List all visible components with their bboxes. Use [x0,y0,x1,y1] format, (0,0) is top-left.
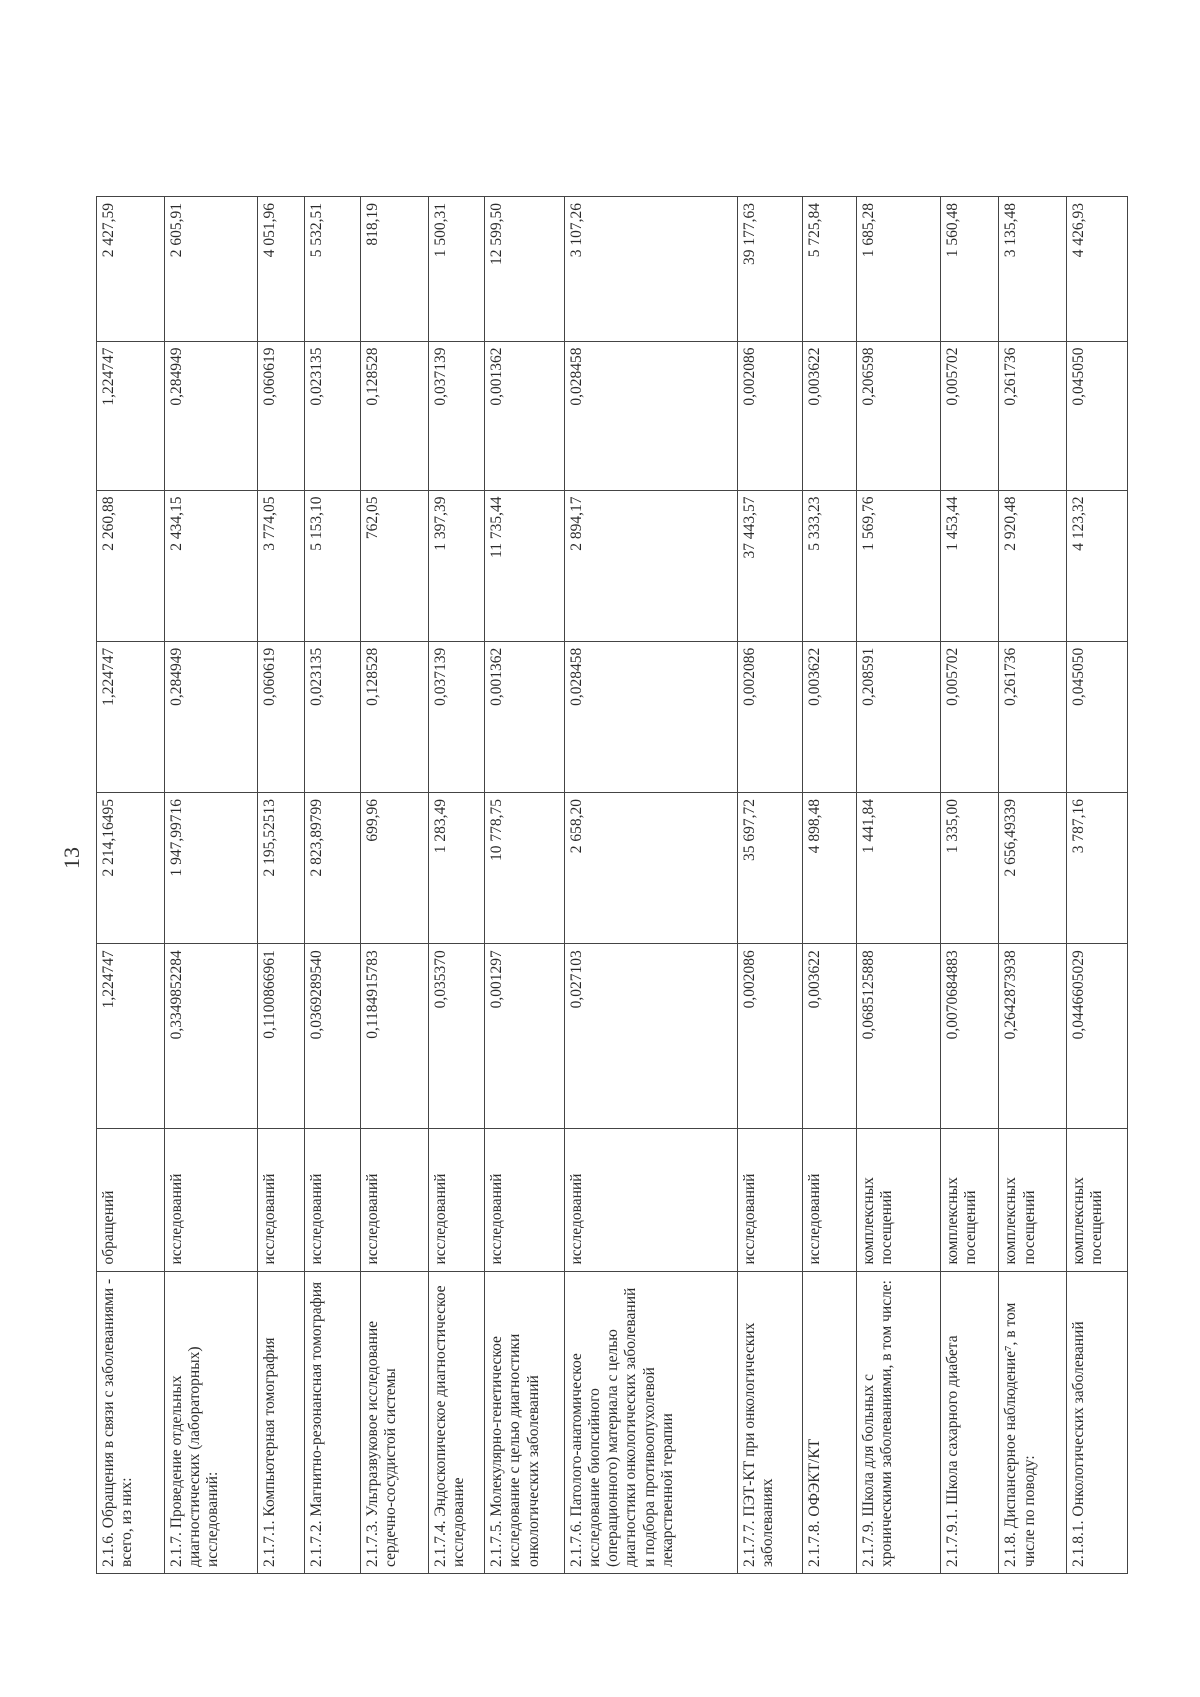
row-unit: комплексных посещений [1067,1129,1128,1271]
row-value-6: 3 107,26 [564,197,737,342]
row-value-1: 0,027103 [564,944,737,1129]
row-value-3: 1,224747 [97,641,165,792]
row-value-3: 0,045050 [1067,641,1128,792]
table-row [97,197,165,1574]
row-value-6: 1 500,31 [428,197,484,342]
row-value-1: 0,0070684883 [940,944,998,1129]
row-unit: исследований [802,1129,856,1271]
row-value-5: 0,045050 [1067,341,1128,490]
row-value-5: 0,028458 [564,341,737,490]
row-value-6: 818,19 [361,197,429,342]
row-value-3: 0,002086 [737,641,802,792]
row-unit: исследований [428,1129,484,1271]
row-value-5: 0,003622 [802,341,856,490]
row-value-1: 0,3349852284 [164,944,258,1129]
row-value-6: 4 426,93 [1067,197,1128,342]
row-unit: исследований [564,1129,737,1271]
row-name: 2.1.7.9. Школа для больных с хроническими заболеваниями, в том числе: [856,1271,940,1573]
row-value-2: 1 947,99716 [164,792,258,943]
row-value-1: 0,2642873938 [999,944,1067,1129]
row-value-6: 1 560,48 [940,197,998,342]
row-value-4: 2 260,88 [97,490,165,641]
table-row [802,197,856,1574]
row-unit: исследований [164,1129,258,1271]
row-value-4: 1 569,76 [856,490,940,641]
row-value-2: 10 778,75 [485,792,564,943]
row-unit: исследований [737,1129,802,1271]
row-value-3: 0,001362 [485,641,564,792]
row-value-6: 4 051,96 [258,197,305,342]
row-value-5: 1,224747 [97,341,165,490]
row-value-5: 0,284949 [164,341,258,490]
table-row [1067,197,1128,1574]
row-value-1: 0,0446605029 [1067,944,1128,1129]
row-value-6: 2 605,91 [164,197,258,342]
row-value-4: 2 894,17 [564,490,737,641]
row-value-2: 1 335,00 [940,792,998,943]
row-name: 2.1.7.5. Молекулярно-генетическое исследование с целью диагностики онкологических заболеваний [485,1271,564,1573]
row-unit: исследований [485,1129,564,1271]
row-name: 2.1.8. Диспансерное наблюдение⁷, в том числе по поводу: [999,1271,1067,1573]
row-value-4: 2 920,48 [999,490,1067,641]
row-value-4: 762,05 [361,490,429,641]
table-row [737,197,802,1574]
row-value-5: 0,037139 [428,341,484,490]
row-value-3: 0,128528 [361,641,429,792]
row-value-1: 0,0685125888 [856,944,940,1129]
row-unit: исследований [361,1129,429,1271]
row-value-6: 5 532,51 [305,197,361,342]
row-unit: обращений [97,1129,165,1271]
row-value-6: 12 599,50 [485,197,564,342]
row-value-6: 1 685,28 [856,197,940,342]
row-value-3: 0,060619 [258,641,305,792]
row-name: 2.1.7.1. Компьютерная томография [258,1271,305,1573]
table-row [856,197,940,1574]
row-value-1: 0,1184915783 [361,944,429,1129]
row-value-1: 0,002086 [737,944,802,1129]
row-value-5: 0,206598 [856,341,940,490]
row-value-5: 0,261736 [999,341,1067,490]
row-name: 2.1.7.9.1. Школа сахарного диабета [940,1271,998,1573]
row-unit: комплексных посещений [856,1129,940,1271]
row-value-2: 699,96 [361,792,429,943]
row-value-1: 0,0369289540 [305,944,361,1129]
row-value-2: 2 658,20 [564,792,737,943]
row-value-2: 4 898,48 [802,792,856,943]
row-value-2: 3 787,16 [1067,792,1128,943]
row-value-4: 5 333,23 [802,490,856,641]
row-value-6: 39 177,63 [737,197,802,342]
row-value-4: 37 443,57 [737,490,802,641]
row-value-3: 0,003622 [802,641,856,792]
row-value-4: 4 123,32 [1067,490,1128,641]
row-value-5: 0,002086 [737,341,802,490]
row-value-4: 2 434,15 [164,490,258,641]
row-value-1: 0,001297 [485,944,564,1129]
row-name: 2.1.7. Проведение отдельных диагностических (лабораторных) исследований: [164,1271,258,1573]
row-name: 2.1.7.7. ПЭТ-КТ при онкологических заболеваниях [737,1271,802,1573]
table-row [164,197,258,1574]
row-value-3: 0,284949 [164,641,258,792]
row-value-5: 0,023135 [305,341,361,490]
row-value-2: 1 441,84 [856,792,940,943]
row-unit: комплексных посещений [999,1129,1067,1271]
row-name: 2.1.6. Обращения в связи с заболеваниями - всего, из них: [97,1271,165,1573]
row-unit: исследований [258,1129,305,1271]
row-value-2: 2 195,52513 [258,792,305,943]
table-row [305,197,361,1574]
table-row [361,197,429,1574]
row-name: 2.1.7.6. Патолого-анатомическое исследование биопсийного (операционного) материала с целью диагностики онкологических заболеваний и подбора противоопухолевой лекарственной терапии [564,1271,737,1573]
table-row [485,197,564,1574]
row-value-6: 5 725,84 [802,197,856,342]
row-unit: комплексных посещений [940,1129,998,1271]
row-name: 2.1.8.1. Онкологических заболеваний [1067,1271,1128,1573]
tariff-table [96,196,1128,1574]
row-value-2: 2 214,16495 [97,792,165,943]
row-value-6: 2 427,59 [97,197,165,342]
table-row [999,197,1067,1574]
tariff-table-wrapper [96,196,1128,1574]
row-value-4: 5 153,10 [305,490,361,641]
table-row [258,197,305,1574]
row-value-5: 0,001362 [485,341,564,490]
table-row [428,197,484,1574]
row-value-5: 0,005702 [940,341,998,490]
row-value-2: 2 656,49339 [999,792,1067,943]
row-name: 2.1.7.3. Ультразвуковое исследование сердечно-сосудистой системы [361,1271,429,1573]
table-row [564,197,737,1574]
row-value-2: 2 823,89799 [305,792,361,943]
row-value-2: 35 697,72 [737,792,802,943]
row-name: 2.1.7.2. Магнитно-резонансная томография [305,1271,361,1573]
row-value-2: 1 283,49 [428,792,484,943]
row-value-4: 1 397,39 [428,490,484,641]
row-value-4: 3 774,05 [258,490,305,641]
row-value-3: 0,037139 [428,641,484,792]
row-value-1: 0,1100866961 [258,944,305,1129]
row-value-1: 0,003622 [802,944,856,1129]
row-name: 2.1.7.4. Эндоскопическое диагностическое исследование [428,1271,484,1573]
row-value-4: 11 735,44 [485,490,564,641]
row-value-3: 0,005702 [940,641,998,792]
row-value-4: 1 453,44 [940,490,998,641]
row-value-5: 0,060619 [258,341,305,490]
row-unit: исследований [305,1129,361,1271]
row-value-1: 0,035370 [428,944,484,1129]
row-value-3: 0,208591 [856,641,940,792]
row-name: 2.1.7.8. ОФЭКТ/КТ [802,1271,856,1573]
row-value-3: 0,023135 [305,641,361,792]
row-value-3: 0,028458 [564,641,737,792]
page-number: 13 [59,847,84,869]
row-value-3: 0,261736 [999,641,1067,792]
row-value-5: 0,128528 [361,341,429,490]
row-value-1: 1,224747 [97,944,165,1129]
row-value-6: 3 135,48 [999,197,1067,342]
table-row [940,197,998,1574]
